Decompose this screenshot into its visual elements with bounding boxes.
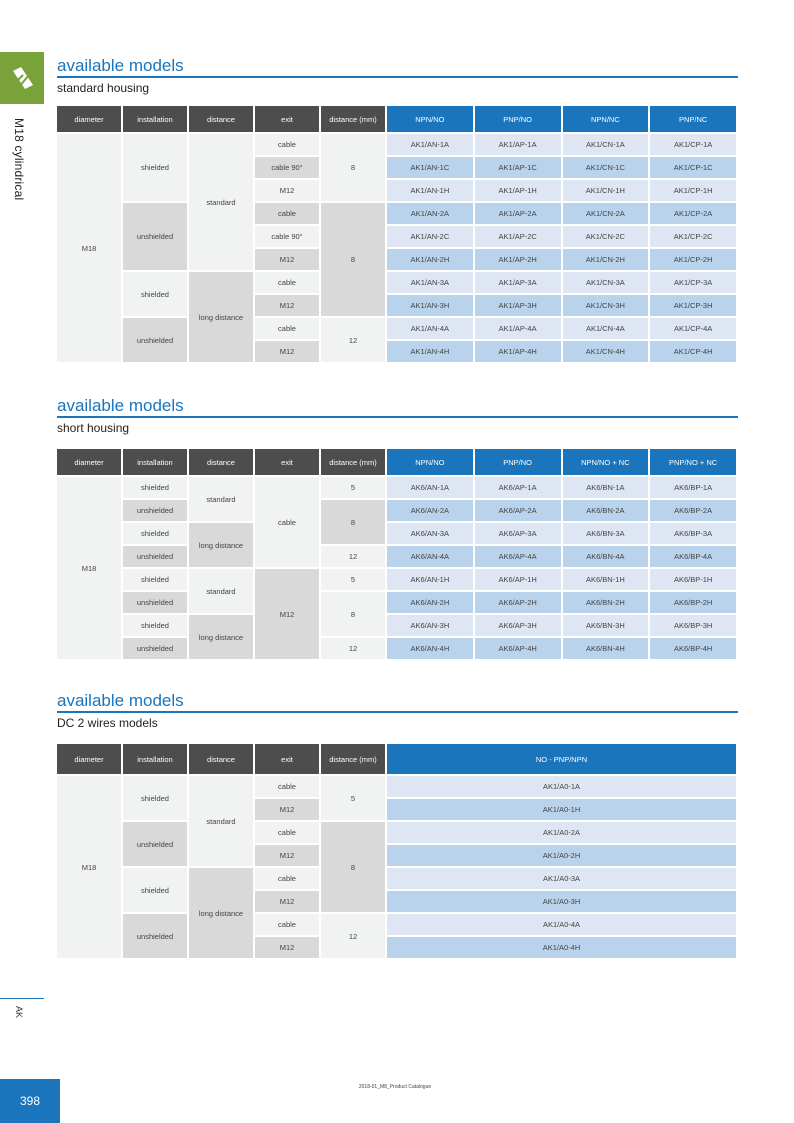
series-code: AK <box>14 1006 24 1019</box>
model-cell: AK1/CP-3A <box>650 272 736 293</box>
installation-cell: unshielded <box>123 203 187 270</box>
model-cell: AK6/BN-2H <box>563 592 649 613</box>
model-cell: AK6/AP-1H <box>475 569 561 590</box>
model-cell: AK1/CN-3A <box>563 272 649 293</box>
table-header-row <box>57 449 736 475</box>
models-table-dc-2-wires <box>55 742 738 960</box>
model-cell: AK6/BP-2A <box>650 500 736 521</box>
model-cell: AK1/AN-2C <box>387 226 473 247</box>
exit-cell: cable 90° <box>255 226 319 247</box>
table-row <box>57 500 736 521</box>
model-cell: AK6/AP-3A <box>475 523 561 544</box>
table-row <box>57 592 736 613</box>
distance-cell: standard <box>189 134 253 270</box>
model-cell: AK1/CN-4H <box>563 341 649 362</box>
distance-cell: standard <box>189 477 253 521</box>
section-rule <box>57 416 738 418</box>
col-header: installation <box>123 106 187 132</box>
model-cell: AK6/AP-3H <box>475 615 561 636</box>
model-cell: AK1/AP-1H <box>475 180 561 201</box>
model-cell: AK6/BN-1A <box>563 477 649 498</box>
model-cell: AK1/CP-2H <box>650 249 736 270</box>
col-header: PNP/NO <box>475 449 561 475</box>
distance-mm-cell: 8 <box>321 822 385 912</box>
col-header: distance <box>189 106 253 132</box>
table-row <box>57 638 736 659</box>
distance-cell: long distance <box>189 272 253 362</box>
installation-cell: unshielded <box>123 914 187 958</box>
installation-cell: shielded <box>123 615 187 636</box>
table-header-row <box>57 106 736 132</box>
footer-text: 2018-01_M8_Product Catalogue <box>358 1084 432 1090</box>
model-cell: AK1/AN-3H <box>387 295 473 316</box>
model-cell: AK1/CP-2A <box>650 203 736 224</box>
model-cell: AK6/BP-1A <box>650 477 736 498</box>
model-cell: AK1/A0-2H <box>387 845 736 866</box>
model-cell: AK6/AP-4H <box>475 638 561 659</box>
model-cell: AK6/BP-3A <box>650 523 736 544</box>
exit-cell: M12 <box>255 180 319 201</box>
col-header: PNP/NO <box>475 106 561 132</box>
model-cell: AK1/AP-2C <box>475 226 561 247</box>
section-dc-2-wires <box>57 691 738 734</box>
model-cell: AK6/BP-4H <box>650 638 736 659</box>
installation-cell: unshielded <box>123 822 187 866</box>
diameter-cell: M18 <box>57 477 121 659</box>
installation-cell: shielded <box>123 477 187 498</box>
model-cell: AK1/CN-1H <box>563 180 649 201</box>
models-table-standard <box>55 104 738 364</box>
model-cell: AK6/BP-3H <box>650 615 736 636</box>
section-subtitle: short housing <box>57 421 130 435</box>
table-row <box>57 203 736 224</box>
distance-cell: long distance <box>189 523 253 567</box>
model-cell: AK6/AP-1A <box>475 477 561 498</box>
col-header: distance (mm) <box>321 449 385 475</box>
section-rule <box>57 711 738 713</box>
model-cell: AK1/AN-4A <box>387 318 473 339</box>
model-cell: AK6/AN-3A <box>387 523 473 544</box>
model-cell: AK6/BN-3H <box>563 615 649 636</box>
col-header: exit <box>255 744 319 774</box>
distance-mm-cell: 12 <box>321 914 385 958</box>
col-header: NPN/NC <box>563 106 649 132</box>
model-cell: AK1/AN-3A <box>387 272 473 293</box>
model-cell: AK6/BN-4A <box>563 546 649 567</box>
model-cell: AK6/BP-4A <box>650 546 736 567</box>
distance-mm-cell: 8 <box>321 592 385 636</box>
distance-mm-cell: 8 <box>321 203 385 316</box>
model-cell: AK1/A0-4H <box>387 937 736 958</box>
section-standard-housing <box>57 56 738 99</box>
table-row <box>57 776 736 797</box>
section-rule <box>57 76 738 78</box>
model-cell: AK1/CN-4A <box>563 318 649 339</box>
model-cell: AK1/AP-2A <box>475 203 561 224</box>
distance-cell: long distance <box>189 615 253 659</box>
table-row <box>57 272 736 293</box>
model-cell: AK1/CN-3H <box>563 295 649 316</box>
col-header: installation <box>123 744 187 774</box>
diameter-cell: M18 <box>57 776 121 958</box>
model-cell: AK1/A0-2A <box>387 822 736 843</box>
table-row <box>57 569 736 590</box>
model-cell: AK1/CP-4H <box>650 341 736 362</box>
model-cell: AK1/A0-1H <box>387 799 736 820</box>
installation-cell: unshielded <box>123 318 187 362</box>
distance-mm-cell: 8 <box>321 134 385 201</box>
col-header: NPN/NO <box>387 106 473 132</box>
model-cell: AK6/BP-1H <box>650 569 736 590</box>
model-cell: AK1/CN-2C <box>563 226 649 247</box>
distance-cell: standard <box>189 569 253 613</box>
col-header: diameter <box>57 106 121 132</box>
col-header: PNP/NO + NC <box>650 449 736 475</box>
table-row <box>57 134 736 155</box>
col-header: distance <box>189 744 253 774</box>
model-cell: AK6/BN-3A <box>563 523 649 544</box>
model-cell: AK1/CP-2C <box>650 226 736 247</box>
category-logo <box>0 52 44 104</box>
model-cell: AK1/AP-4H <box>475 341 561 362</box>
section-subtitle: standard housing <box>57 81 150 95</box>
model-cell: AK1/AN-2H <box>387 249 473 270</box>
col-header: distance (mm) <box>321 106 385 132</box>
model-cell: AK6/AN-4H <box>387 638 473 659</box>
model-cell: AK1/CP-3H <box>650 295 736 316</box>
model-cell: AK1/CN-2A <box>563 203 649 224</box>
col-header: diameter <box>57 744 121 774</box>
model-cell: AK1/CP-4A <box>650 318 736 339</box>
model-cell: AK1/AN-1C <box>387 157 473 178</box>
exit-cell: cable <box>255 822 319 843</box>
model-cell: AK1/AP-2H <box>475 249 561 270</box>
exit-cell: M12 <box>255 891 319 912</box>
model-cell: AK1/AP-1C <box>475 157 561 178</box>
installation-cell: unshielded <box>123 638 187 659</box>
model-cell: AK6/AP-4A <box>475 546 561 567</box>
table-row <box>57 546 736 567</box>
installation-cell: shielded <box>123 272 187 316</box>
model-cell: AK1/A0-4A <box>387 914 736 935</box>
table-row <box>57 822 736 843</box>
model-cell: AK1/AN-1A <box>387 134 473 155</box>
installation-cell: shielded <box>123 776 187 820</box>
table-row <box>57 477 736 498</box>
exit-cell: cable <box>255 203 319 224</box>
exit-cell: cable <box>255 868 319 889</box>
distance-mm-cell: 5 <box>321 776 385 820</box>
model-cell: AK1/CP-1A <box>650 134 736 155</box>
section-title: available models <box>57 56 184 75</box>
col-header: distance (mm) <box>321 744 385 774</box>
section-subtitle: DC 2 wires models <box>57 716 158 730</box>
exit-cell: M12 <box>255 295 319 316</box>
model-cell: AK6/AN-2A <box>387 500 473 521</box>
exit-cell: M12 <box>255 799 319 820</box>
exit-cell: cable <box>255 318 319 339</box>
installation-cell: unshielded <box>123 500 187 521</box>
model-cell: AK1/CN-1A <box>563 134 649 155</box>
col-header: NPN/NO + NC <box>563 449 649 475</box>
installation-cell: unshielded <box>123 546 187 567</box>
model-cell: AK1/AN-2A <box>387 203 473 224</box>
section-title: available models <box>57 691 184 710</box>
model-cell: AK1/AP-1A <box>475 134 561 155</box>
distance-cell: standard <box>189 776 253 866</box>
col-header: NPN/NO <box>387 449 473 475</box>
distance-mm-cell: 5 <box>321 569 385 590</box>
installation-cell: shielded <box>123 523 187 544</box>
model-cell: AK6/BN-1H <box>563 569 649 590</box>
table-row <box>57 914 736 935</box>
exit-cell: cable <box>255 134 319 155</box>
section-short-housing <box>57 396 738 439</box>
exit-cell: M12 <box>255 937 319 958</box>
col-header: exit <box>255 449 319 475</box>
installation-cell: shielded <box>123 868 187 912</box>
installation-cell: shielded <box>123 134 187 201</box>
col-header: installation <box>123 449 187 475</box>
model-cell: AK1/A0-3H <box>387 891 736 912</box>
exit-cell: cable <box>255 272 319 293</box>
model-cell: AK6/AP-2A <box>475 500 561 521</box>
distance-mm-cell: 12 <box>321 318 385 362</box>
exit-cell: M12 <box>255 845 319 866</box>
model-cell: AK6/BN-4H <box>563 638 649 659</box>
page-number: 398 <box>0 1079 60 1123</box>
model-cell: AK1/CP-1H <box>650 180 736 201</box>
col-header: exit <box>255 106 319 132</box>
col-header: diameter <box>57 449 121 475</box>
diameter-cell: M18 <box>57 134 121 362</box>
side-divider <box>0 998 44 999</box>
model-cell: AK6/AN-4A <box>387 546 473 567</box>
model-cell: AK6/BP-2H <box>650 592 736 613</box>
distance-cell: long distance <box>189 868 253 958</box>
models-table-short <box>55 447 738 661</box>
model-cell: AK1/AP-3A <box>475 272 561 293</box>
model-cell: AK1/A0-1A <box>387 776 736 797</box>
col-header: PNP/NC <box>650 106 736 132</box>
table-row <box>57 318 736 339</box>
category-label: M18 cylindrical <box>12 118 26 201</box>
col-header: distance <box>189 449 253 475</box>
model-cell: AK6/AN-2H <box>387 592 473 613</box>
model-cell: AK1/AP-4A <box>475 318 561 339</box>
exit-cell: cable <box>255 776 319 797</box>
col-header: NO - PNP/NPN <box>387 744 736 774</box>
table-row <box>57 523 736 544</box>
section-title: available models <box>57 396 184 415</box>
table-header-row <box>57 744 736 774</box>
model-cell: AK1/AN-1H <box>387 180 473 201</box>
model-cell: AK6/AN-3H <box>387 615 473 636</box>
distance-mm-cell: 12 <box>321 638 385 659</box>
model-cell: AK1/AN-4H <box>387 341 473 362</box>
table-row <box>57 615 736 636</box>
model-cell: AK1/AP-3H <box>475 295 561 316</box>
model-cell: AK1/CN-1C <box>563 157 649 178</box>
exit-cell: M12 <box>255 249 319 270</box>
model-cell: AK6/BN-2A <box>563 500 649 521</box>
exit-cell: cable 90° <box>255 157 319 178</box>
distance-mm-cell: 12 <box>321 546 385 567</box>
installation-cell: shielded <box>123 569 187 590</box>
model-cell: AK1/A0-3A <box>387 868 736 889</box>
sensor-icon <box>7 63 37 93</box>
installation-cell: unshielded <box>123 592 187 613</box>
distance-mm-cell: 5 <box>321 477 385 498</box>
model-cell: AK6/AN-1A <box>387 477 473 498</box>
model-cell: AK1/CP-1C <box>650 157 736 178</box>
exit-cell: cable <box>255 914 319 935</box>
exit-cell: cable <box>255 477 319 567</box>
exit-cell: M12 <box>255 341 319 362</box>
model-cell: AK6/AN-1H <box>387 569 473 590</box>
table-row <box>57 868 736 889</box>
model-cell: AK6/AP-2H <box>475 592 561 613</box>
exit-cell: M12 <box>255 569 319 659</box>
model-cell: AK1/CN-2H <box>563 249 649 270</box>
distance-mm-cell: 8 <box>321 500 385 544</box>
